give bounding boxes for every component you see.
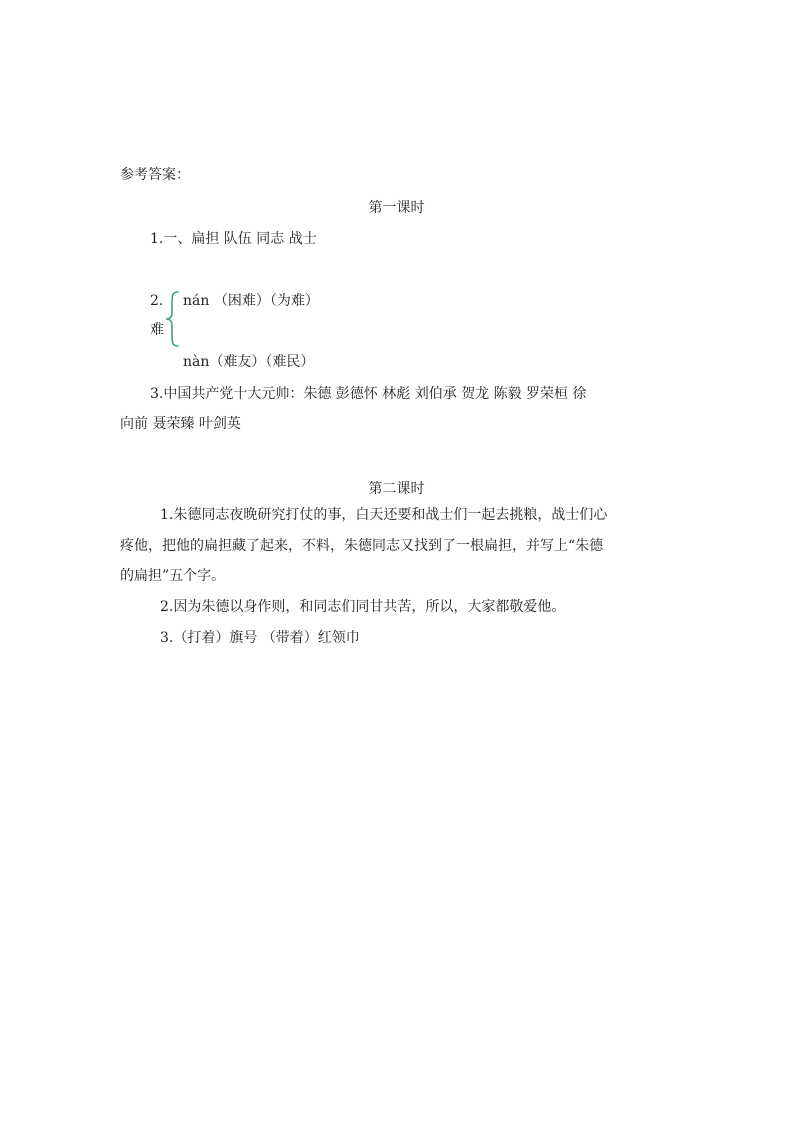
lesson1-q1: 1.一、扁担 队伍 同志 战士	[150, 231, 317, 247]
lesson2-q1-line3: 的扁担”五个字。	[120, 568, 226, 584]
lesson1-q2-number: 2.	[150, 293, 164, 309]
lesson1-q3-line1: 3.中国共产党十大元帅：朱德 彭德怀 林彪 刘伯承 贺龙 陈毅 罗荣桓 徐	[150, 386, 587, 402]
lesson1-title: 第一课时	[368, 200, 425, 216]
lesson1-q2-reading2: nàn（难友）（难民）	[183, 354, 315, 370]
lesson1-q3-line2: 向前 聂荣臻 叶剑英	[120, 416, 241, 432]
lesson2-title: 第二课时	[368, 481, 425, 497]
lesson2-q2: 2.因为朱德以身作则，和同志们同甘共苦，所以，大家都敬爱他。	[160, 599, 566, 615]
lesson1-q2-char: 难	[150, 322, 164, 338]
curly-brace-icon	[164, 290, 180, 348]
lesson1-q2-reading1: nán （困难）（为难）	[183, 293, 319, 309]
answers-heading: 参考答案：	[120, 167, 190, 183]
lesson2-q1-line2: 疼他，把他的扁担藏了起来，不料，朱德同志又找到了一根扁担，并写上“朱德	[120, 538, 604, 554]
lesson2-q3: 3.（打着）旗号 （带着）红领巾	[160, 630, 360, 646]
lesson2-q1-line1: 1.朱德同志夜晚研究打仗的事，白天还要和战士们一起去挑粮，战士们心	[160, 507, 608, 523]
